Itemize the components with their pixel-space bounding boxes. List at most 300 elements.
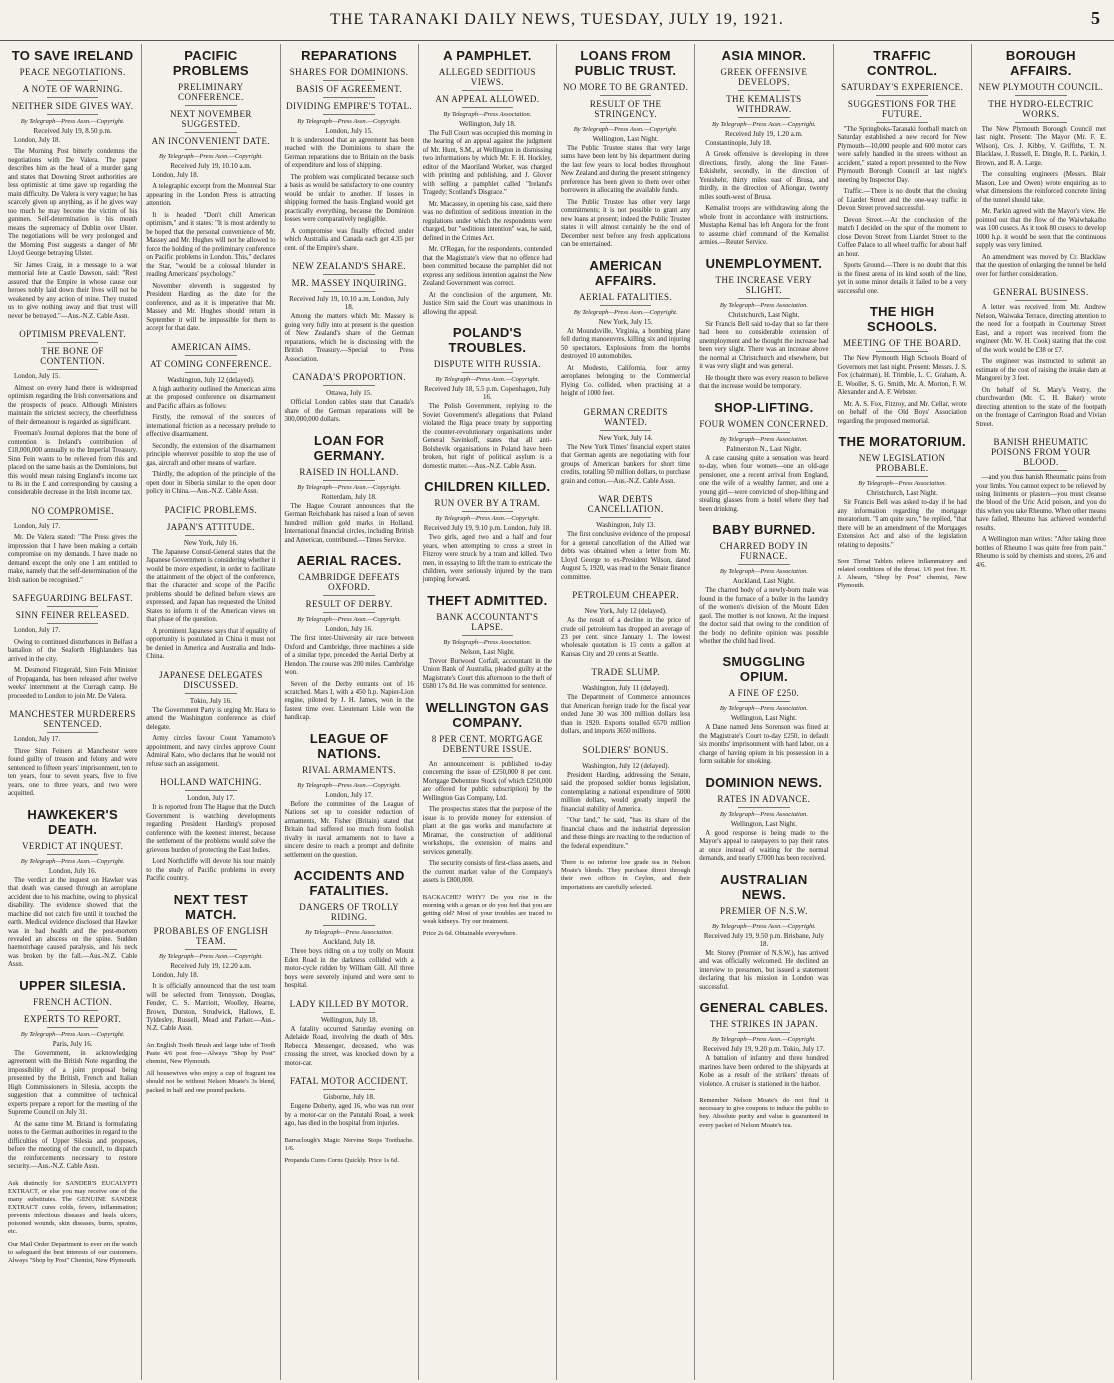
deck-divider [738,117,790,118]
story-dateline: London, July 16. [48,866,97,875]
deck-divider [47,519,99,520]
story-byline: By Telegraph—Press Association. [719,568,808,576]
news-story [699,654,828,766]
news-column [281,44,419,1380]
story-deck: AT COMING CONFERENCE. [150,358,272,369]
advertisement: All housewives who enjoy a cup of fragrant tea should not be without Nelson Moate's 3s blend, packed in half and one pound packets. [146,1070,276,1094]
story-headline: AMERICAN AFFAIRS. [589,257,662,288]
story-dateline: Received July 19, 12.20 a.m. [170,961,252,970]
news-story [423,325,552,471]
news-column [972,44,1110,1380]
news-story [976,437,1106,570]
news-story [8,709,137,798]
deck-divider [323,778,375,779]
story-deck: SINN FEINER RELEASED. [15,610,130,621]
story-byline: By Telegraph—Press Association. [719,435,808,443]
story-paragraph: Owing to continued disturbances in Belfast a battalion of the Seaforth Highlanders has arrived in the city. [8,638,138,663]
story-headline: LOAN FOR GERMANY. [313,432,385,463]
story-deck: AERIAL FATALITIES. [579,291,673,302]
story-deck: BASIS OF AGREEMENT. [296,84,402,94]
deck-divider [185,693,237,694]
story-paragraph: The security consists of first-class assets, and the current market value of the Company's assets is £800,000. [422,860,553,885]
story-deck: PACIFIC PROBLEMS. [164,504,258,515]
story-byline: By Telegraph—Press Assn.—Copyright. [711,922,816,930]
advertisement: Remember Nelson Moate's do not find it necessary to give coupons to induce the public to buy. Absolute purity and value is guaranteed in every packet of Nelson Moate's tea. [699,1097,829,1129]
story-paragraph: The Government Party is urging Mr. Hara to attend the Washington conference as chief delegate. [146,706,276,731]
story-headline: HAWKEKER'S DEATH. [27,806,118,837]
story-dateline: Washington, July 13. [596,521,656,530]
story-byline: By Telegraph—Press Assn.—Copyright. [20,857,125,865]
story-headline: THEFT ADMITTED. [427,592,548,608]
story-byline: By Telegraph—Press Association. [719,705,808,713]
story-paragraph: "The Springboks-Taranaki football match on Saturday established a new record for New Plymouth—10,000 people and 600 motor cars were safely handled in the streets without an accident," stated a report presented to the New Plymouth Borough Council at last night's meeting by Inspector Day. [837,126,967,184]
advertisement: Barraclough's Magic Nervine Stops Toothache. 1/6. [284,1136,414,1152]
story-paragraph: Traffic.—There is no doubt that the closing of Liardet Street and the one-way traffic in Devon Street proved successful. [837,188,967,213]
story-deck: THE STRIKES IN JAPAN. [709,1019,818,1030]
story-byline: By Telegraph—Press Association. [719,810,808,818]
news-story [285,868,414,990]
story-deck: SHARES FOR DOMINIONS. [289,67,409,77]
news-story [838,434,967,550]
story-dateline: Washington, July 11 (delayed). [582,684,670,693]
story-paragraph: The first inter-University air race between Oxford and Cambridge, three machines a side of a similar type, preceded the Aerial Derby at Hendon. The course was 200 miles. Cambridge won. [284,635,414,677]
story-deck: ALLEGED SEDITIOUS VIEWS. [438,67,536,87]
deck-divider [185,355,237,356]
deck-divider [738,90,790,91]
story-paragraph: At Moundsville, Virginia, a bombing plane fell during manoeuvres, killing six and injuring 50 spectators. Explosions from the bombs destroyed 10 automobiles. [561,327,691,361]
story-dateline: London, July 15. [325,127,373,135]
deck-divider [1015,95,1067,96]
story-deck: NEITHER SIDE GIVES WAY. [11,101,134,111]
story-paragraph: A Greek offensive is developing in three directions, firstly, along the line Fauer-Eskishehr, secondly, in the direction of Yenishehr, thirty miles east of Brusa, and thirdly, in the direction of Afiongar, twenty miles south-west of Brusa. [699,151,829,201]
story-deck: RESULT OF THE STRINGENCY. [589,99,662,119]
deck-divider [462,372,514,373]
story-paragraph: London, July 17. [14,522,61,530]
story-byline: By Telegraph—Press Assn.—Copyright. [711,121,816,128]
story-headline: SMUGGLING OPIUM. [722,654,806,685]
news-column [557,44,695,1380]
story-deck: RESULT OF DERBY. [305,599,393,610]
story-paragraph: Official London cables state that Canada's share of the German reparations will be 300,000,000 dollars. [284,399,414,424]
story-byline: By Telegraph—Press Assn.—Copyright. [435,376,540,384]
news-story [423,700,552,886]
story-paragraph: London, July 17. [14,736,61,744]
story-paragraph: The New York Times' financial expert states that German agents are negotiating with four groups of American bankers for short time credits, totalling 50 million dollars, to purchase grain and cotton.—Aus.-N.Z. Cable Assn. [561,443,691,485]
news-story [423,479,552,585]
story-headline: DOMINION NEWS. [705,774,823,790]
deck-divider [323,274,375,275]
story-dateline: Received July 19, 9.20 p.m. Tokio, July 17. [703,1045,825,1054]
news-story [146,48,275,334]
story-paragraph: A prominent Japanese says that if equality of opportunity is postulated in China it must not be denied in America and Australia and Indo-China. [146,627,276,661]
story-paragraph: —and you thus banish Rheumatic pains from your limbs. You cannot expect to be relieved by using liniments or plasters—you must cleanse the blood of the Uric Acid poison, and you do this when you take Rheumo. When other means have failed, Rheumo has achieved wonderful results. [975,474,1106,532]
story-dateline: Christchurch, Last Night. [866,489,938,498]
deck-divider [47,606,99,607]
story-headline: UPPER SILESIA. [19,977,127,993]
story-paragraph: As the result of a decline in the price of crude oil petroleum has dropped an average of 23 per cent. since January 1. The lowest wholesale quotation is 15 cents a gallon at Kansas City and 20 cents at Seattle. [561,617,691,658]
story-deck: FOUR WOMEN CONCERNED. [699,418,829,429]
deck-divider [600,122,652,123]
story-headline: ACCIDENTS AND FATALITIES. [293,868,405,899]
story-deck: NO MORE TO BE GRANTED. [563,82,689,92]
deck-divider [185,149,237,150]
advertisement: An English Tooth Brush and large tube of Tooth Paste 4/6 post free—Always "Shop by Post" chemist, New Plymouth. [146,1041,276,1066]
story-dateline: New York, July 16. [183,538,238,547]
story-byline: By Telegraph—Press Assn.—Copyright. [20,118,125,125]
story-headline: TRAFFIC CONTROL. [866,48,938,78]
news-story [285,372,414,424]
story-paragraph: Before the committee of the League of Nations set up to consider reduction of armaments, Mr. Fisher (Britain) stated that Britain had suffered too much from foolish rivalry in naval armaments not to have a sincere desire to reach a prompt and definite settlement on the question. [284,800,414,859]
news-story [285,433,414,545]
story-dateline: Gisborne, July 18. [323,1093,375,1102]
advertisement: Ask distinctly for SANDER'S EUCALYPTI EXTRACT, or else you may receive one of the many substitutes. The GENUINE SANDER EXTRACT cures colds, fevers, inflammation; prevents infectious diseases and heals ulcers, poisoned wounds, skin diseases, burns, sprains, etc. [8,1179,138,1236]
story-dateline: Wellington, July 18. [459,120,516,128]
deck-divider [47,732,99,733]
story-headline: LEAGUE OF NATIONS. [309,730,389,761]
news-story [146,670,275,769]
news-story [561,590,690,659]
deck-divider [323,97,375,98]
story-paragraph: Mr. De Valera stated: "The Press gives the impression that I have been making a certain compromise on my demands. I have made no demand except the only one I am entitled to make, namely that the self-determination of the Irish nation be recognised." [8,534,138,584]
news-story [561,494,690,582]
deck-divider [600,680,652,681]
story-byline: By Telegraph—Press Association. [305,929,394,937]
story-paragraph: Mr. Macassey, in opening his case, said there was no definition of seditious intention in the regulations under which the respondents were charged, but "seditious intention" was, he said, defined in the Crimes Act. [422,200,552,242]
news-story [8,978,137,1172]
story-paragraph: The engineer was instructed to submit an estimate of the cost of raising the intake dam at Mangorei by 3 feet. [975,358,1106,383]
story-paragraph: Freeman's Journal deplores that the bone of contention is Ireland's contribution of £18,000,000 annually to the Imperial Treasury. Sinn Fein wants to be relieved from this and placed on the same basis as the Dominions, but this would mean raising England's income tax to 8s in the £ and corresponding by causing a considerable decrease in the Irish income tax. [8,430,138,497]
story-deck: NEW PLYMOUTH COUNCIL. [978,82,1104,92]
story-headline: SHOP-LIFTING. [714,399,814,415]
story-deck: A NOTE OF WARNING. [22,84,123,94]
story-paragraph: A fatality occurred Saturday evening on Adelaide Road, involving the death of Mrs. Rebecca Messenger, deceased, who was crossing the street, was knocked down by a motor-car. [284,1025,414,1067]
story-paragraph: It is headed "Don't chill American optimism," and it states: "It is most ardently to be hoped that the personal convenience of Mr. Massey and Mr. Hughes will not be allowed to force the holding of the preliminary conference on Pacific problems in London. This," declares the Star, "would be a colossal blunder in reading Americans' psychology." [146,211,276,279]
deck-divider [1015,470,1067,471]
deck-divider [323,1012,375,1013]
story-paragraph: The prospectus states that the purpose of the issue is to provide money for extension of plant at the gas works and manufacture at Miramar, the construction of additional workshops, the extension of mains and services generally. [422,806,552,856]
story-deck: GREEK OFFENSIVE DEVELOPS. [720,67,808,87]
news-story [976,287,1106,429]
news-story [561,48,690,250]
news-story [561,407,690,486]
story-paragraph: Mr. Storey (Premier of N.S.W.), has arrived and was officially welcomed. He declined an interview to pressmen, but issued a statement declaring that his mission in London was successful. [699,949,829,991]
story-deck: DANGERS OF TROLLY RIDING. [299,902,399,923]
deck-divider [876,122,928,123]
advertisement: Propanda Cures Corns Quickly. Price 1s 6d. [284,1156,399,1164]
story-deck: A FINE OF £250. [728,688,800,699]
story-byline: By Telegraph—Press Assn.—Copyright. [435,515,540,523]
story-paragraph: Mr. A. S. Fox, Fitzroy, and Mr. Cellar, wrote on behalf of the Old Boys' Association regarding the proposed memorial. [837,400,967,425]
story-paragraph: Constantinople, July 18. [705,140,772,147]
story-deck: MEETING OF THE BOARD. [843,338,962,349]
story-headline: A PAMPHLET. [443,48,532,63]
news-column [419,44,557,1380]
story-deck: JAPANESE DELEGATES DISCUSSED. [159,669,263,690]
deck-divider [323,612,375,613]
news-story [285,261,414,364]
deck-divider [185,518,237,519]
story-deck: BANISH RHEUMATIC POISONS FROM YOUR BLOOD. [991,437,1091,468]
news-story [838,304,967,426]
story-deck: THE KEMALISTS WITHDRAW. [726,94,802,114]
news-story [423,593,552,692]
story-paragraph: Seven of the Derby entrants out of 16 scratched. Mars I, with a 450 h.p. Napier-Lion engine, piloted by J. H. James, won in the fastest time ever. Lieutenant Lisle won the handicap. [284,680,414,722]
story-paragraph: Trevor Burwood Corfall, accountant in the Union Bank of Australia, pleaded guilty at the Magistrate's Court this afternoon to the theft of £680 17s 8d. He was committed for sentence. [422,657,552,691]
story-dateline: Received July 18, 5.5 p.m. Copenhagen, July 16. [424,385,551,402]
story-deck: 8 PER CENT. MORTGAGE DEBENTURE ISSUE. [431,733,544,754]
news-story [146,777,275,883]
deck-divider [185,535,237,536]
story-deck: CANADA'S PROPORTION. [292,372,406,383]
story-dateline: Rotterdam, July 18. [321,492,377,501]
story-headline: THE MORATORIUM. [838,434,966,450]
story-paragraph: Kemalist troops are withdrawing along the whole front in accordance with instructions. Mustapha Kemal has left Angora for the front to assume chief command of the Kemalist armies.—Reuter Service. [699,205,829,247]
deck-divider [185,105,237,106]
news-story [8,329,137,498]
story-deck: MANCHESTER MURDERERS SENTENCED. [9,709,136,730]
story-paragraph: It is officially announced that the test team will be selected from Tennyson, Douglas, Fender, C. S. Marriott, Woolley, Hearne, Brown, Durston, Strudwick, Hallows, E. Tyldesley, Russell, Mead and Parker.—Aus.-N.Z. Cable Assn. [146,983,276,1033]
deck-divider [600,758,652,759]
deck-divider [47,97,99,98]
newspaper-title: THE TARANAKI DAILY NEWS, TUESDAY, JULY 19, 1921. [330,11,784,28]
story-paragraph: Sir Francis Bell said to-day that so far there had been no considerable extension of unemployment and he thought the increase had been very slight. There was an increase above the normal at Christchurch and elsewhere, but it was very slight and was general. [699,320,829,371]
story-headline: ASIA MINOR. [721,48,807,63]
story-deck: SUGGESTIONS FOR THE FUTURE. [847,99,957,119]
story-deck: FATAL MOTOR ACCIDENT. [290,1076,409,1087]
story-paragraph: The Public Trustee has other very large commitments; it is not possible to grant any new loans at present; indeed the Public Trustee states it will almost certainly be the end of December next before any fresh applications can be entertained. [561,198,691,249]
deck-divider [600,430,652,431]
news-column [695,44,833,1380]
story-dateline: Received July 19, 8.50 p.m. [33,127,112,135]
advertisement: Our Mail Order Department to ever on the watch to safeguard the best interests of our customers. Always "Shop by Post" Chemist, New Plymouth. [8,1240,138,1264]
story-dateline: Received July 19, 9.50 p.m. Brisbane, July 18. [703,931,824,948]
story-deck: HOLLAND WATCHING. [160,777,262,788]
advertisement: Sore Throat Tablets relieve inflammatory and related conditions of the throat. 1/6 post free. H. J. Ahearn, "Shop by Post" chemist, New Plymouth. [837,557,967,590]
news-column [142,44,280,1380]
newspaper-columns [4,44,1110,1380]
story-paragraph: A compromise was finally effected under which Australia and Canada each get 4.35 per cent. of the Empire's share. [284,227,414,252]
story-deck: TRADE SLUMP. [591,667,660,678]
story-paragraph: M. Desmond Fitzgerald, Sinn Fein Minister of Propaganda, has been released after twelve weeks' internment at the Curragh camp. He proceeded to London to join Mr. De Valera. [8,667,138,700]
story-headline: CHILDREN KILLED. [424,479,551,495]
deck-divider [185,372,237,373]
story-deck: OPTIMISM PREVALENT. [19,329,127,340]
story-paragraph: Sir Francis Bell was asked to-day if he had any information regarding the mortgage moratorium. "I am quite sure," he replied, "that there will be an amendment of the Mortgages Extension Act and also of the legislation relating to deposits." [837,499,967,549]
story-paragraph: A Dane named Jens Sorenson was fined at the Magistrate's Court to-day £250, in default six months' imprisonment with hard labor, on a charge of having opium in his possession in a form suitable for smoking. [699,724,829,766]
story-paragraph: Mr. Parkin agreed with the Mayor's view. He pointed out that the flow of the Waiwhakaiho was 100 cusecs. As it took 80 cusecs to develop 1000 h.p. it would be seen that the continuous supply was very limited. [975,208,1106,250]
story-deck: MR. MASSEY INQUIRING. [291,278,407,289]
deck-divider [738,807,790,808]
story-byline: By Telegraph—Press Assn.—Copyright. [297,483,401,491]
story-paragraph: It is reported from The Hague that the Dutch Government is watching developments regarding President Harding's proposed conference with the keenest interest, because the settlement of the problems would solve the grievous burden of protecting the East Indies. [146,804,276,854]
story-dateline: Received July 19, 10.10 a.m. London, July 18. [289,295,410,312]
news-story [285,553,414,723]
story-headline: THE HIGH SCHOOLS. [866,304,938,335]
story-paragraph: Mr. O'Regan, for the respondents, contended that the Magistrate's view that no offence had been committed because the pamphlet did not express any seditious intention against the New Zealand Government was correct. [422,246,552,288]
story-deck: SAFEGUARDING BELFAST. [12,593,133,604]
story-headline: AERIAL RACES. [296,553,402,569]
story-paragraph: The New Plymouth High Schools Board of Governors met last night. Present: Messrs. J. S. Fox (chairman), H. Trimble, L. C. Graham, A. E. Wooller, S. G. Smith, Mr. A. Morton, F. W. Alexander and A. F. Webster. [837,355,967,397]
deck-divider [47,80,99,81]
story-paragraph: At the conclusion of the argument, Mr. Justice Sim said the Court was unanimous in allowing the appeal. [422,291,552,316]
story-deck: RUN OVER BY A TRAM. [434,498,541,509]
story-deck: AN APPEAL ALLOWED. [435,94,540,104]
story-dateline: Auckland, July 18. [322,938,376,947]
story-deck: THE HYDRO-ELECTRIC WORKS. [988,99,1094,119]
story-paragraph: The verdict at the inquest on Hawker was that death was caused through an aeroplane accident due to his machine, owing to physical disability. The evidence showed that the machine did not catch fire until it touched the earth. Medical evidence disclosed that Hawker was in bad health and the post-mortem revealed an abscess on the spine. Sudden haemorrhage caused paralysis, and his neck was broken by the fall.—Aus.-N.Z. Cable Assn. [8,876,138,969]
story-paragraph: Army circles favour Count Yamamoto's appointment, and navy circles approve Count Admiral Kato, who declares that he would not refuse such an assignment. [146,735,276,768]
news-story [146,505,275,662]
story-deck: NEXT NOVEMBER SUGGESTED. [169,109,252,129]
advertisement: BACKACHE? WHY? Do you rise in the morning with a groan or do you feel that you are getting old? Most of your troubles are traced to weak kidneys. Try our treatment. [422,893,552,926]
news-story [699,400,828,514]
deck-divider [1015,122,1067,123]
story-dateline: Wellington, July 18. [320,1015,378,1024]
news-story [285,1076,414,1128]
story-paragraph: London, July 18. [14,137,61,144]
story-deck: JAPAN'S ATTITUDE. [166,521,255,532]
story-paragraph: The New Plymouth Borough Council met last night. Present: The Mayor (Mr. F. E. Wilson), Crs. J. Kibby, V. Griffiths, T. N. Blacklaw, J. Russell, E. Dingle, R. L. Parkin, J. Brown, and R. A. Large. [975,126,1106,167]
story-byline: By Telegraph—Press Assn.—Copyright. [158,153,263,160]
deck-divider [876,476,928,477]
story-paragraph: An announcement is published to-day concerning the issue of £250,000 8 per cent. Mortgage Debenture Stock (of which £250,000 are offered for public subscription) by the Wellington Gas Company, Ltd. [422,760,552,802]
news-story [699,48,828,248]
story-paragraph: At the same time M. Briand is formulating notes to the German authorities in regard to the difficulties of Upper Silesia and proposes, before the meeting of the council, to dispatch the reinforcements necessary to restore security.—Aus.-N.Z. Cable Assn. [8,1120,138,1171]
story-paragraph: November eleventh is suggested by President Harding as the date for the conference, and as it is imperative that Mr. Massey and Mr. Hughes should return in September it will be impossible for them to accept for that date. [146,282,276,333]
deck-divider [876,351,928,352]
deck-divider [323,114,375,115]
page-number: 5 [1091,8,1100,28]
story-byline: By Telegraph—Press Association. [858,480,947,488]
news-story [699,256,828,392]
story-byline: By Telegraph—Press Assn.—Copyright. [573,126,678,133]
story-deck: PREMIER OF N.S.W. [720,905,808,916]
story-deck: RATES IN ADVANCE. [717,793,811,804]
advertisement: There is no inferior low grade tea in Nelson Moate's blends. They purchase direct through their own offices in Ceylon, and their importations are carefully selected. [561,859,691,891]
story-dateline: Received July 19, 1.20 a.m. [724,130,803,138]
story-deck: NEW LEGISLATION PROBABLE. [858,453,946,474]
story-dateline: Wellington, Last Night. [592,135,659,143]
news-story [285,48,414,253]
deck-divider [47,1010,99,1011]
story-byline: By Telegraph—Press Association. [719,301,808,309]
story-deck: NEW ZEALAND'S SHARE. [292,261,406,272]
deck-divider [185,790,237,791]
story-deck: VERDICT AT INQUEST. [21,840,124,851]
story-byline: By Telegraph—Press Assn.—Copyright. [20,1030,125,1038]
story-paragraph: Secondly, the extension of the disarmament principle wherever possible to stop the use of gas, aircraft and other means of warfare. [146,442,276,467]
story-dateline: Received July 19, 9.10 p.m. London, July 18. [423,524,552,533]
story-dateline: Palmerston N., Last Night. [726,444,802,453]
story-paragraph: Lord Northcliffe will devote his tour mainly to the study of Pacific problems in every Pacific country. [146,858,276,883]
story-dateline: Washington, July 12 (delayed). [582,761,670,770]
news-story [8,593,137,701]
news-story [561,258,690,399]
story-deck: WAR DEBTS CANCELLATION. [587,494,664,515]
deck-divider [738,1032,790,1033]
story-paragraph: The first conclusive evidence of the proposal for a general cancellation of the Allied war debts was obtained when a letter from Mr. Lloyd George to ex-President Wilson, dated August 5, 1920, was read to the Senate finance committee. [561,531,691,581]
news-column [4,44,142,1380]
story-paragraph: Almost on every hand there is widespread optimism regarding the Irish conversations and the prospects of peace. Although Ministers maintain the strictest secrecy, the cheerfulness of their demeanour is regarded as significant. [8,384,138,426]
deck-divider [462,511,514,512]
story-paragraph: Devon Street.—At the conclusion of the match I decided on the spur of the moment to close Devon Street from Liardet Street to the Coffee Palace to all wheel traffic for about half an hour. [837,216,967,258]
news-story [699,522,828,646]
story-deck: DISPUTE WITH RUSSIA. [433,359,541,370]
story-headline: PACIFIC PROBLEMS [172,48,249,78]
story-deck: BANK ACCOUNTANT'S LAPSE. [436,611,539,632]
story-paragraph: The consulting engineers (Messrs. Blair Mason, Lee and Owen) wrote enquiring as to what dimensions the reinforced concrete lining of the tunnel should take. [975,171,1106,204]
deck-divider [738,298,790,299]
news-story [285,731,414,860]
story-deck: SOLDIERS' BONUS. [582,744,669,755]
story-deck: AMERICAN AIMS. [170,341,251,352]
deck-divider [600,95,652,96]
deck-divider [323,291,375,292]
story-deck: PEACE NEGOTIATIONS. [19,67,126,77]
story-deck: EXPERTS TO REPORT. [23,1013,122,1024]
story-paragraph: London, July 15. [14,373,61,381]
deck-divider [738,432,790,433]
story-byline: By Telegraph—Press Assn.—Copyright. [711,1036,816,1044]
news-story [561,745,690,851]
deck-divider [323,80,375,81]
deck-divider [600,517,652,518]
story-headline: NEXT TEST MATCH. [173,891,248,922]
story-paragraph: Among the matters which Mr. Massey is going very fully into at present is the question of New Zealand's share of the German reparations, which he is discussing with the British Treasury.—Special to Press Association. [284,313,414,363]
news-story [146,892,275,1034]
deck-divider [323,480,375,481]
story-paragraph: The problem was complicated because such a basis as would be satisfactory to one country would be unfair to another. If losses in shipping formed the basis England would get practically everything, because the Dominion losses were comparatively negligible. [284,173,414,224]
deck-divider [876,95,928,96]
deck-divider [47,1027,99,1028]
story-paragraph: On behalf of St. Mary's Vestry, the churchwarden (Mr. C. H. Baker) wrote directing attention to the state of the footpath on the frontage of Carrington Road and Vivian Street. [975,386,1106,428]
deck-divider [323,1089,375,1090]
story-deck: CAMBRIDGE DEFEATS OXFORD. [298,572,400,593]
story-dateline: New York, July 12 (delayed). [584,607,667,616]
story-deck: THE INCREASE VERY SLIGHT. [715,274,813,295]
story-byline: By Telegraph—Press Assn.—Copyright. [297,781,401,789]
deck-divider [1015,300,1067,301]
deck-divider [462,757,514,758]
story-byline: By Telegraph—Press Assn.—Copyright. [297,118,401,125]
deck-divider [47,114,99,115]
news-story [561,667,690,736]
story-dateline: Tokio, July 16. [189,696,232,705]
story-paragraph: The Government, in acknowledging agreement with the British Note regarding the impossibility of a joint proposal being presented by the British, French and Italian High Commissioners in Silesia, accepts the suggestion that a committee of technical experts prepare a report for the meeting of the Supreme Council on July 31. [8,1049,138,1117]
story-deck: NO COMPROMISE. [31,505,114,516]
deck-divider [462,107,514,108]
news-column [834,44,972,1380]
story-paragraph: A good response is being made to the Mayor's appeal to ratepayers to pay their rates at once instead of waiting for the normal demands, and nearly £7000 has been received. [699,829,829,863]
story-dateline: Ottawa, July 15. [326,389,373,398]
story-headline: LOANS FROM PUBLIC TRUST. [574,48,677,78]
story-paragraph: The Department of Commerce announces that American foreign trade for the fiscal year ended June 30 was 300 million dollars less than in 1920. Exports totalled 6570 million dollars, and imports 3650 millions. [561,694,691,736]
news-story [146,342,275,497]
deck-divider [462,635,514,636]
deck-divider [47,623,99,624]
news-story [8,506,137,585]
story-paragraph: London, July 18. [152,172,199,179]
deck-divider [47,854,99,855]
deck-divider [47,342,99,343]
story-paragraph: A Wellington man writes: "After taking three bottles of Rheumo I was quite free from pain." Rheumo is sold by chemists and stores, 2/6 and 4/6. [975,536,1106,569]
masthead [0,0,1114,41]
story-paragraph: The charred body of a newly-born male was found in the furnace of a boiler in the laundry of the women's division of the Mount Eden gaol. The mother is not known. At the inquest the doctor said that owing to the condition of the body no definite opinion was possible whether the child had lived. [699,587,829,645]
story-headline: WELLINGTON GAS COMPANY. [425,699,549,730]
story-paragraph: A letter was received from Mr. Andrew Nelson, Waiwaka Terrace, directing attention to the need for a footpath in Courtenay Street East, and a report was received from the engineer (Mr. W. H. Cook) stating that the cost of the work would be £38 or £7. [975,304,1106,354]
story-headline: TO SAVE IRELAND [11,48,134,63]
story-headline: REPARATIONS [301,48,398,63]
